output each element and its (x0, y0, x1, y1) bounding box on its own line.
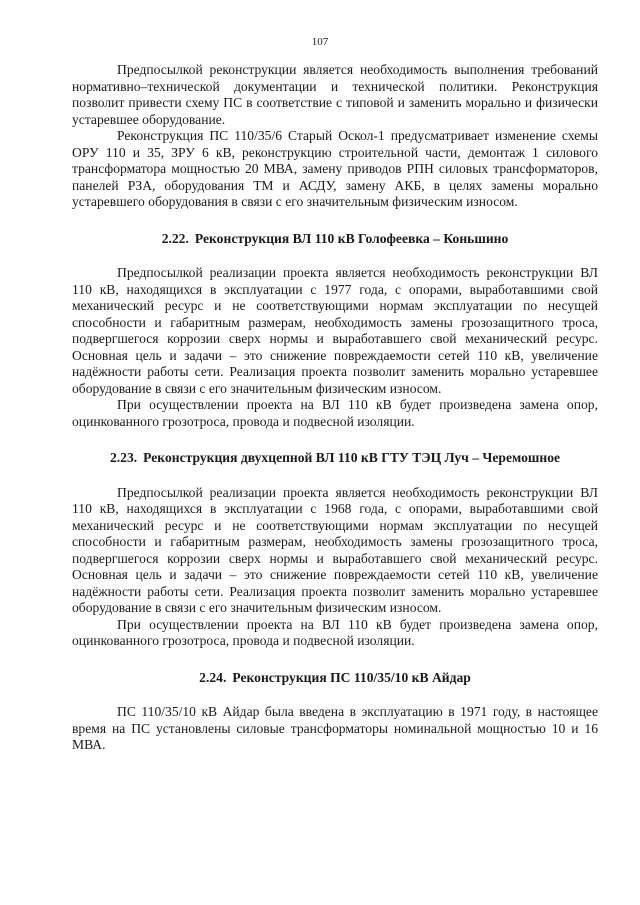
section-number: 2.23. (109, 450, 138, 465)
paragraph: Реконструкция ПС 110/35/6 Старый Оскол-1 предусматривает изменение схемы ОРУ 110 и 35, ЗРУ 6 кВ, реконструкцию строительной части, демонтаж 1 силового трансформатора мощностью 20 МВА, замену приводов РПН силовых трансформаторов, панелей РЗА, оборудования ТМ и АСДУ, замену АКБ, в целях замены морально устаревшего оборудования в связи с его значительным физическим износом. (72, 128, 598, 209)
section-heading-2-23 (72, 450, 598, 467)
section-title: Реконструкция ПС 110/35/10 кВ Айдар (232, 669, 471, 685)
page-content (72, 62, 598, 754)
section-title: Реконструкция двухцепной ВЛ 110 кВ ГТУ ТЭЦ Луч – Черемошное (143, 450, 561, 465)
section-heading-2-22 (72, 231, 598, 248)
section-title: Реконструкция ВЛ 110 кВ Голофеевка – Коньшино (194, 230, 509, 246)
paragraph: Предпосылкой реконструкции является необходимость выполнения требований нормативно–технической документации и технической политики. Реконструкция позволит привести схему ПС в соответствие с типовой и заменить морально и физически устаревшее оборудование. (72, 62, 598, 127)
section-number: 2.24. (199, 669, 227, 685)
paragraph: При осуществлении проекта на ВЛ 110 кВ будет произведена замена опор, оцинкованного грозотроса, провода и подвесной изоляции. (72, 616, 598, 648)
section-heading-2-24 (72, 670, 598, 687)
page-number: 107 (311, 36, 329, 48)
section-number: 2.22. (161, 230, 189, 246)
paragraph: Предпосылкой реализации проекта является необходимость реконструкции ВЛ 110 кВ, находящихся в эксплуатации с 1977 года, с опорами, выработавшими свой механический ресурс и не соответствующими нормам эксплуатации по несущей способности и габаритным размерам, необходимость замены грозозащитного троса, подвергшегося коррозии сверх нормы и выработавшего свой механический ресурс. Основная цель и задачи – это снижение повреждаемости сетей 110 кВ, увеличение надёжности работы сети. Реализация проекта позволит заменить морально устаревшее оборудование в связи с его значительным физическим износом. (72, 265, 598, 396)
paragraph: При осуществлении проекта на ВЛ 110 кВ будет произведена замена опор, оцинкованного грозотроса, провода и подвесной изоляции. (72, 397, 598, 429)
paragraph: ПС 110/35/10 кВ Айдар была введена в эксплуатацию в 1971 году, в настоящее время на ПС установлены силовые трансформаторы номинальной мощностью 10 и 16 МВА. (72, 704, 598, 752)
paragraph: Предпосылкой реализации проекта является необходимость реконструкции ВЛ 110 кВ, находящихся в эксплуатации с 1968 года, с опорами, выработавшими свой механический ресурс и не соответствующими нормам эксплуатации по несущей способности и габаритным размерам, необходимость замены грозозащитного троса, подвергшегося коррозии сверх нормы и выработавшего свой механический ресурс. Основная цель и задачи – это снижение повреждаемости сетей 110 кВ, увеличение надёжности работы сети. Реализация проекта позволит заменить морально устаревшее оборудование в связи с его значительным физическим износом. (72, 484, 598, 615)
